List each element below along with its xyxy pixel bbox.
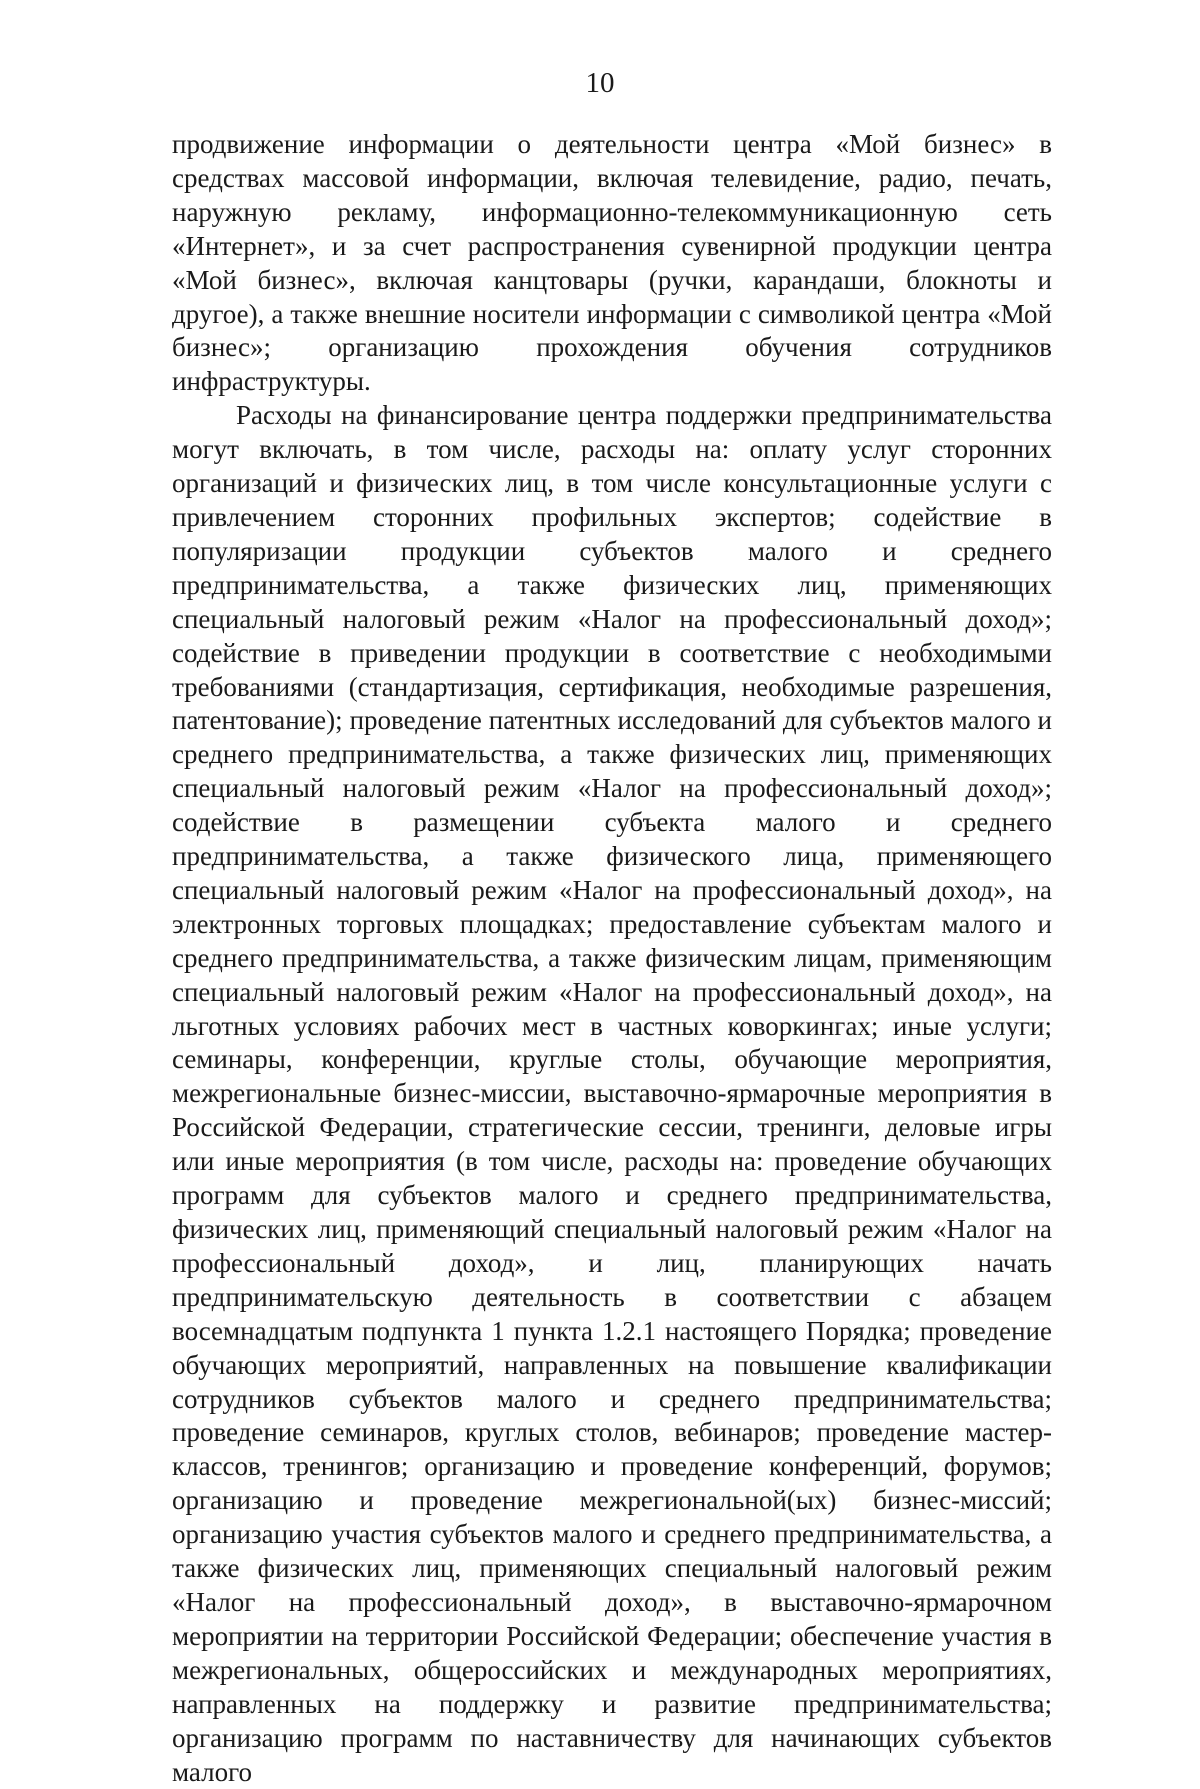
paragraph-continuation: продвижение информации о деятельности центра «Мой бизнес» в средствах массовой информации, включая телевидение, радио, печать, наружную рекламу, информационно-телекоммуникационную сеть «Интернет», и за счет распространения сувенирной продукции центра «Мой бизнес», включая канцтовары (ручки, карандаши, блокноты и другое), а также внешние носители информации с символикой центра «Мой бизнес»; организацию прохождения обучения сотрудников инфраструктуры. xyxy=(172,129,1052,397)
body-text xyxy=(172,128,1052,1789)
page-number: 10 xyxy=(585,67,615,99)
paragraph-expenses: Расходы на финансирование центра поддержки предпринимательства могут включать, в том числе, расходы на: оплату услуг сторонних организаций и физических лиц, в том числе консультационные услуги с привлечением сторонних профильных экспертов; содействие в популяризации продукции субъектов малого и среднего предпринимательства, а также физических лиц, применяющих специальный налоговый режим «Налог на профессиональный доход»; содействие в приведении продукции в соответствие с необходимыми требованиями (стандартизация, сертификация, необходимые разрешения, патентование); проведение патентных исследований для субъектов малого и среднего предпринимательства, а также физических лиц, применяющих специальный налоговый режим «Налог на профессиональный доход»; содействие в размещении субъекта малого и среднего предпринимательства, а также физического лица, применяющего специальный налоговый режим «Налог на профессиональный доход», на электронных торговых площадках; предоставление субъектам малого и среднего предпринимательства, а также физическим лицам, применяющим специальный налоговый режим «Налог на профессиональный доход», на льготных условиях рабочих мест в частных коворкингах; иные услуги; семинары, конференции, круглые столы, обучающие мероприятия, межрегиональные бизнес-миссии, выставочно-ярмарочные мероприятия в Российской Федерации, стратегические сессии, тренинги, деловые игры или иные мероприятия (в том числе, расходы на: проведение обучающих программ для субъектов малого и среднего предпринимательства, физических лиц, применяющий специальный налоговый режим «Налог на профессиональный доход», и лиц, планирующих начать предпринимательскую деятельность в соответствии с абзацем восемнадцатым подпункта 1 пункта 1.2.1 настоящего Порядка; проведение обучающих мероприятий, направленных на повышение квалификации сотрудников субъектов малого и среднего предпринимательства; проведение семинаров, круглых столов, вебинаров; проведение мастер-классов, тренингов; организацию и проведение конференций, форумов; организацию и проведение межрегиональной(ых) бизнес-миссий; организацию участия субъектов малого и среднего предпринимательства, а также физических лиц, применяющих специальный налоговый режим «Налог на профессиональный доход», в выставочно-ярмарочном мероприятии на территории Российской Федерации; обеспечение участия в межрегиональных, общероссийских и международных мероприятиях, направленных на поддержку и развитие предпринимательства; организацию программ по наставничеству для начинающих субъектов малого xyxy=(172,400,1052,1787)
